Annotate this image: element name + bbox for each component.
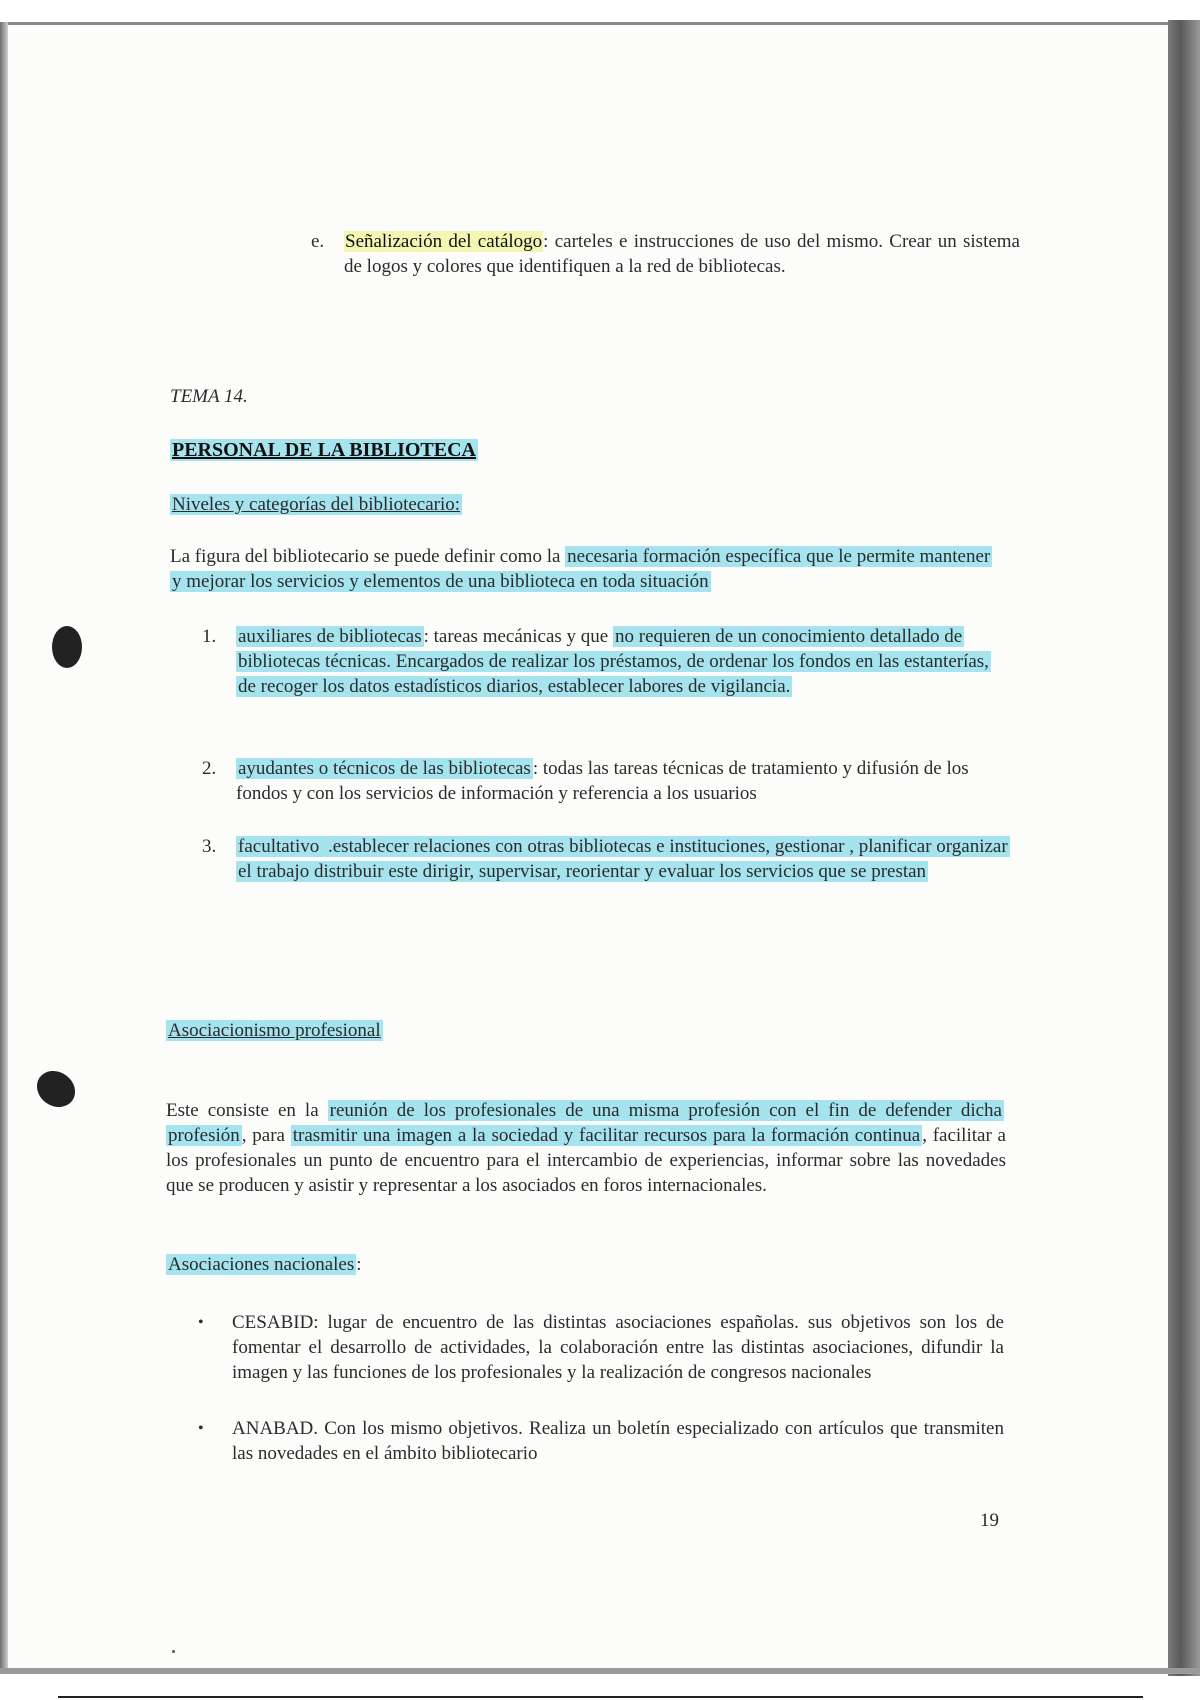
assoc-p3: , facilitar a los profesionales un punto de encuentro para el intercambio de experiencias, informar sobre las novedades que se producen y asistir y representar a los asociados en foros internacionales.	[166, 1125, 1006, 1196]
subheading-assoc	[166, 1018, 383, 1043]
level-3-highlight: .establecer relaciones con otras bibliotecas e instituciones, gestionar , planificar organizar el trabajo distribuir este dirigir, supervisar, reorientar y evaluar los servicios que se prestan	[238, 836, 1008, 882]
page-number: 19	[980, 1510, 999, 1531]
intro-plain: La figura del bibliotecario se puede definir como la	[170, 546, 566, 567]
level-2-number: 2.	[202, 758, 217, 779]
level-1-highlight: no requieren de un conocimiento detallado de bibliotecas técnicas. Encargados de realizar los préstamos, de ordenar los fondos en las estanterías, de recoger los datos estadísticos diarios, establecer labores de vigilancia.	[238, 626, 989, 697]
level-2-text	[236, 756, 1016, 806]
national-item-2: ANABAD. Con los mismo objetivos. Realiza un boletín especializado con artículos que transmiten las novedades en el ámbito bibliotecario	[232, 1418, 1004, 1464]
level-1-text	[236, 624, 996, 699]
bullet-2: •	[198, 1420, 204, 1437]
tema-label: TEMA 14.	[170, 386, 248, 407]
assoc-h1: reunión de los profesionales de una misma profesión con el fin de defender dicha profesión	[168, 1100, 1002, 1146]
subheading-levels-text: Niveles y categorías del bibliotecario:	[172, 494, 461, 515]
national-item-1: CESABID: lugar de encuentro de las distintas asociaciones españolas. sus objetivos son los de fomentar el desarrollo de actividades, la colaboración entre las distintas asociaciones, difundir la imagen y las funciones de los profesionales y la realización de congresos nacionales	[232, 1312, 1004, 1383]
bullet-1: •	[198, 1314, 204, 1331]
subheading-national-suffix: :	[356, 1254, 362, 1275]
punch-hole-top	[52, 626, 82, 668]
subheading-levels	[170, 492, 462, 517]
intro-highlight: necesaria formación específica que le permite mantener y mejorar los servicios y elementos de una biblioteca en toda situación	[172, 546, 991, 592]
assoc-p2: , para	[241, 1125, 291, 1146]
level-2-plain: : todas las tareas técnicas de tratamiento y difusión de los fondos y con los servicios de información y referencia a los usuarios	[236, 758, 969, 804]
assoc-p1: Este consiste en la	[166, 1100, 328, 1121]
level-3-number: 3.	[202, 836, 217, 857]
item-e-body: : carteles e instrucciones de uso del mismo. Crear un sistema de logos y colores que identifiquen a la red de bibliotecas.	[344, 231, 1020, 277]
assoc-h2: trasmitir una imagen a la sociedad y facilitar recursos para la formación continua	[292, 1125, 921, 1146]
level-3-text	[236, 834, 1016, 884]
level-1-lead: auxiliares de bibliotecas	[238, 626, 422, 647]
subheading-assoc-text: Asociacionismo profesional	[168, 1020, 381, 1041]
level-1-number: 1.	[202, 626, 217, 647]
subheading-national	[166, 1252, 362, 1277]
level-2-lead: ayudantes o técnicos de las bibliotecas	[238, 758, 531, 779]
item-e-marker: e.	[311, 231, 325, 252]
intro-paragraph	[170, 544, 1000, 594]
bottom-rule	[58, 1696, 1143, 1698]
page-left-edge	[0, 22, 8, 1674]
item-e-text	[344, 229, 1020, 279]
scan-speck	[172, 1650, 175, 1653]
subheading-national-text: Asociaciones nacionales	[168, 1254, 355, 1275]
assoc-paragraph	[166, 1098, 1006, 1198]
item-e-title: Señalización del catálogo	[345, 231, 543, 252]
level-3-lead: facultativo	[238, 836, 320, 857]
page-bottom-shadow	[0, 1668, 1200, 1674]
section-heading	[170, 438, 478, 463]
level-1-plain: : tareas mecánicas y que	[423, 626, 613, 647]
page-right-edge-shadow	[1168, 20, 1200, 1676]
section-heading-text: PERSONAL DE LA BIBLIOTECA	[172, 439, 476, 461]
